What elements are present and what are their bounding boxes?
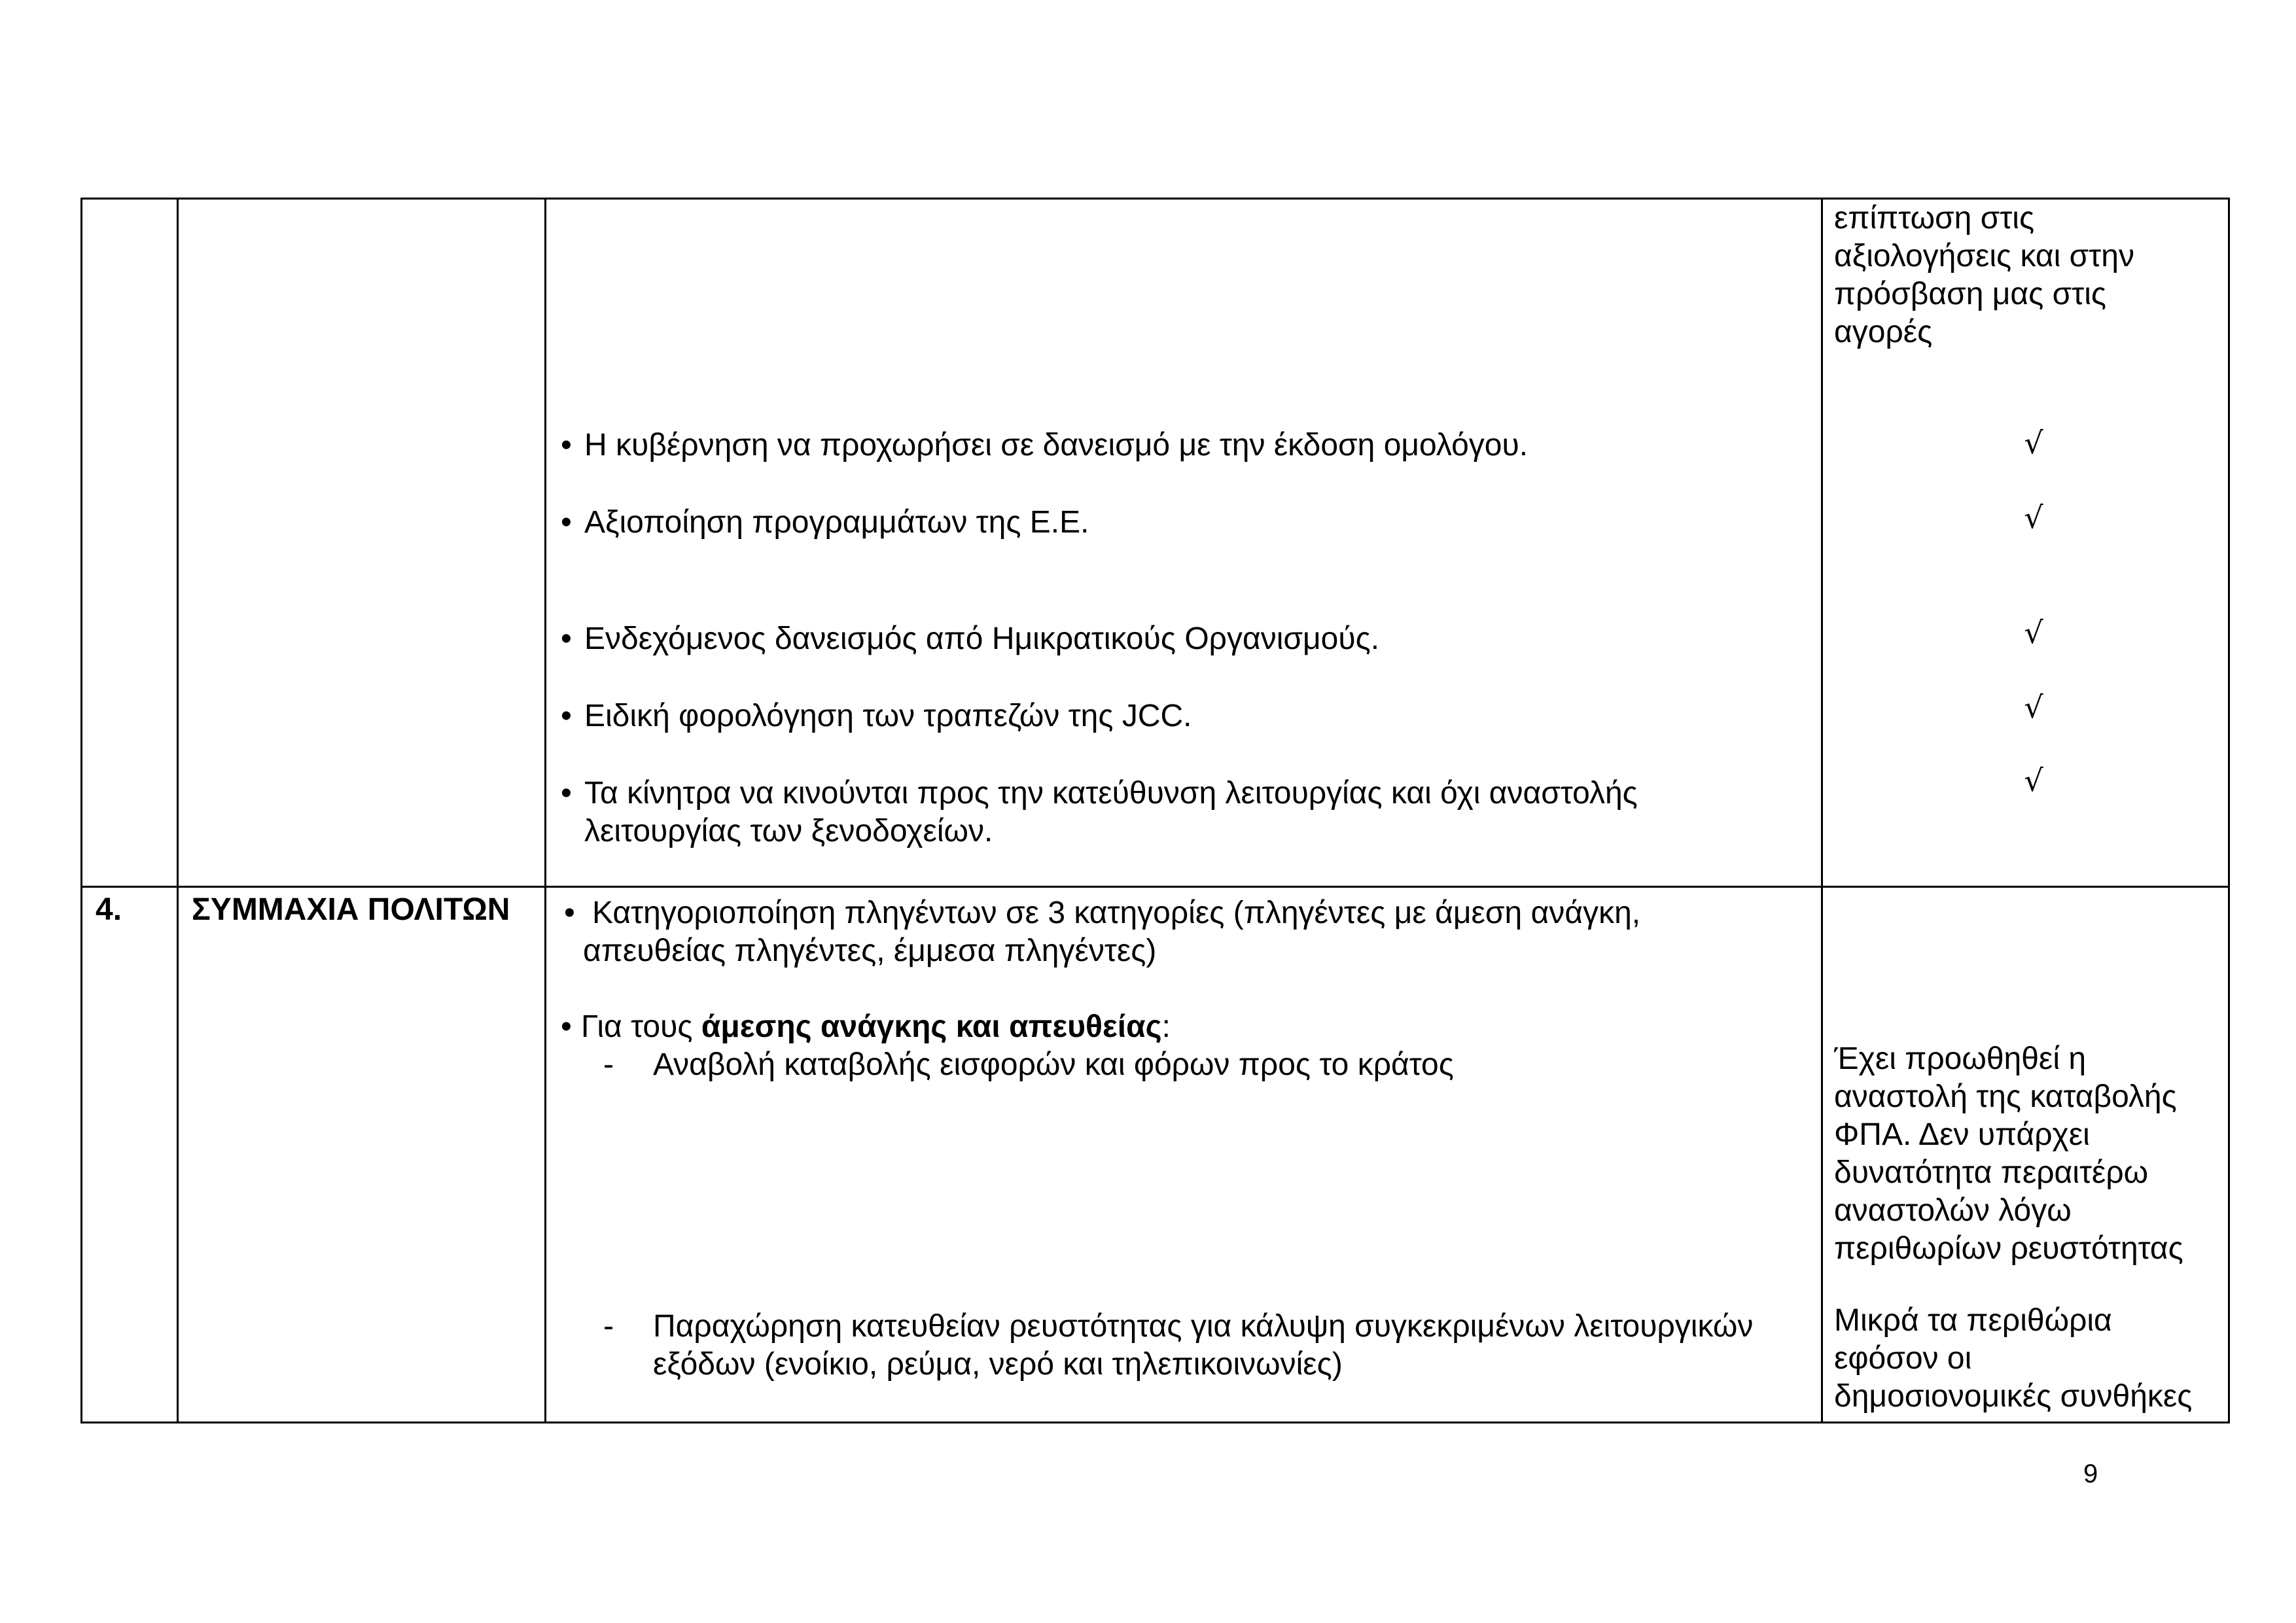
response-line: Μικρά τα περιθώρια [1834, 1303, 2112, 1338]
sub-measure-text: εξόδων (ενοίκιο, ρεύμα, νερό και τηλεπικοινωνίες) [653, 1347, 1343, 1382]
measure-text: Ενδεχόμενος δανεισμός από Ημικρατικούς Οργανισμούς. [584, 621, 1380, 656]
col-border-2 [544, 198, 546, 1423]
check-mark: √ [2024, 689, 2043, 725]
measure-text: Η κυβέρνηση να προχωρήσει σε δανεισμό με την έκδοση ομολόγου. [584, 428, 1528, 462]
response-line: πρόσβαση μας στις [1834, 277, 2107, 311]
col-border-1 [177, 198, 179, 1423]
check-mark: √ [2024, 500, 2043, 535]
row-number: 4. [96, 892, 122, 927]
response-line: εφόσον οι [1834, 1341, 1972, 1376]
bullet-marker: • [561, 428, 572, 462]
response-line: ΦΠΑ. Δεν υπάρχει [1834, 1117, 2090, 1152]
party-name: ΣΥΜΜΑΧΙΑ ΠΟΛΙΤΩΝ [192, 892, 510, 927]
heading-bold: άμεσης ανάγκης και απευθείας [701, 1009, 1162, 1044]
col-border-0 [80, 198, 82, 1423]
measure-text: λειτουργίας των ξενοδοχείων. [584, 814, 993, 848]
check-mark: √ [2024, 615, 2043, 650]
measure-text: Αξιοποίηση προγραμμάτων της Ε.Ε. [584, 505, 1089, 540]
response-line: αξιολογήσεις και στην [1834, 239, 2134, 273]
bullet-marker: • [561, 1009, 572, 1044]
measure-text: Κατηγοριοποίηση πληγέντων σε 3 κατηγορίες (πληγέντες με άμεση ανάγκη, [592, 896, 1641, 930]
response-line: δημοσιονομικές συνθήκες [1834, 1379, 2193, 1414]
bullet-marker: • [561, 699, 572, 733]
measure-text: Τα κίνητρα να κινούνται προς την κατεύθυνση λειτουργίας και όχι αναστολής [584, 776, 1638, 811]
table-border-bottom [80, 1422, 2230, 1423]
dash-marker: - [603, 1047, 614, 1082]
col-border-3 [1821, 198, 1823, 1423]
measure-heading [581, 1008, 1171, 1046]
response-line: Έχει προωθηθεί η [1834, 1041, 2087, 1076]
response-line: αγορές [1834, 315, 1933, 349]
sub-measure-text: Αναβολή καταβολής εισφορών και φόρων προς το κράτος [653, 1047, 1454, 1082]
bullet-marker: • [561, 776, 572, 811]
check-mark: √ [2024, 763, 2043, 798]
response-line: αναστολών λόγω [1834, 1193, 2072, 1228]
heading-prefix: Για τους [581, 1009, 701, 1044]
page-number: 9 [2083, 1459, 2098, 1488]
bullet-marker: • [561, 621, 572, 656]
response-line: δυνατότητα περαιτέρω [1834, 1155, 2149, 1190]
response-line: περιθωρίων ρευστότητας [1834, 1231, 2183, 1266]
bullet-marker: • [564, 896, 575, 930]
response-line: αναστολή της καταβολής [1834, 1079, 2177, 1114]
col-border-4 [2228, 198, 2230, 1423]
check-mark: √ [2024, 425, 2043, 461]
row-divider [80, 886, 2230, 888]
sub-measure-text: Παραχώρηση κατευθείαν ρευστότητας για κάλυψη συγκεκριμένων λειτουργικών [653, 1309, 1754, 1344]
measure-text: Ειδική φορολόγηση των τραπεζών της JCC. [584, 699, 1192, 733]
dash-marker: - [603, 1309, 614, 1344]
measure-text: απευθείας πληγέντες, έμμεσα πληγέντες) [583, 934, 1157, 968]
response-line: επίπτωση στις [1834, 201, 2035, 236]
heading-suffix: : [1161, 1009, 1171, 1044]
bullet-marker: • [561, 505, 572, 540]
